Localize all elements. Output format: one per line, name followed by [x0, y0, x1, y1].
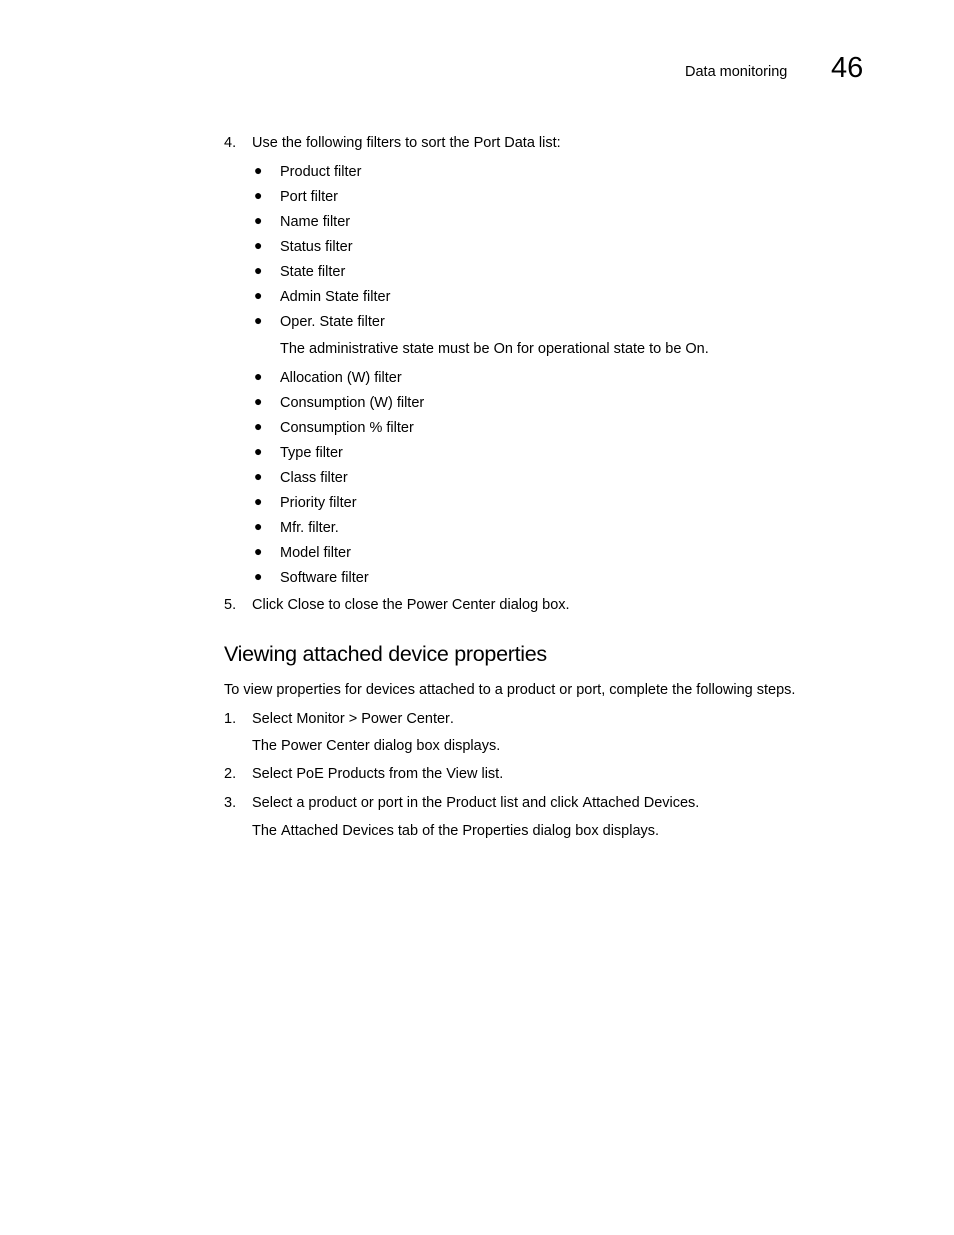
step-text: Use the following filters to sort the Port Data list: — [252, 135, 561, 151]
step-number: 2. — [224, 766, 237, 782]
bullet-icon: ● — [254, 393, 263, 409]
bullet-icon: ● — [254, 518, 263, 534]
oper-state-note: The administrative state must be On for operational state to be On. — [280, 341, 709, 357]
chapter-number: 46 — [831, 52, 864, 84]
bullet-icon: ● — [254, 493, 263, 509]
section-title: Data monitoring — [685, 64, 788, 80]
ui-label: Monitor > Power Center — [296, 711, 450, 727]
bullet-icon: ● — [254, 262, 263, 278]
intro-paragraph: To view properties for devices attached to a product or port, complete the following steps. — [224, 682, 796, 698]
bullet-icon: ● — [254, 312, 263, 328]
bullet-icon: ● — [254, 162, 263, 178]
bullet-icon: ● — [254, 418, 263, 434]
bullet-icon: ● — [254, 568, 263, 584]
ui-label: Close — [287, 597, 325, 613]
step-number: 4. — [224, 135, 237, 151]
ui-label: PoE Products — [296, 766, 386, 782]
bullet-icon: ● — [254, 237, 263, 253]
ui-label: Power Center — [281, 738, 370, 754]
step-number: 5. — [224, 597, 237, 613]
step-3-result: The Attached Devices tab of the Properties dialog box displays. — [252, 823, 660, 839]
ui-label: Attached Devices — [281, 823, 394, 839]
bullet-icon: ● — [254, 187, 263, 203]
bullet-icon: ● — [254, 443, 263, 459]
bullet-icon: ● — [254, 543, 263, 559]
bullet-icon: ● — [254, 368, 263, 384]
step-number: 1. — [224, 711, 237, 727]
section-heading: Viewing attached device properties — [224, 642, 547, 666]
bullet-icon: ● — [254, 212, 263, 228]
ui-label: Attached Devices — [582, 795, 696, 811]
ui-label: Properties — [462, 823, 529, 839]
ui-label: View — [446, 766, 478, 782]
bullet-icon: ● — [254, 468, 263, 484]
step-1-result: The Power Center dialog box displays. — [252, 738, 501, 754]
bullet-icon: ● — [254, 287, 263, 303]
ui-label: Power Center — [406, 597, 496, 613]
step-number: 3. — [224, 795, 237, 811]
